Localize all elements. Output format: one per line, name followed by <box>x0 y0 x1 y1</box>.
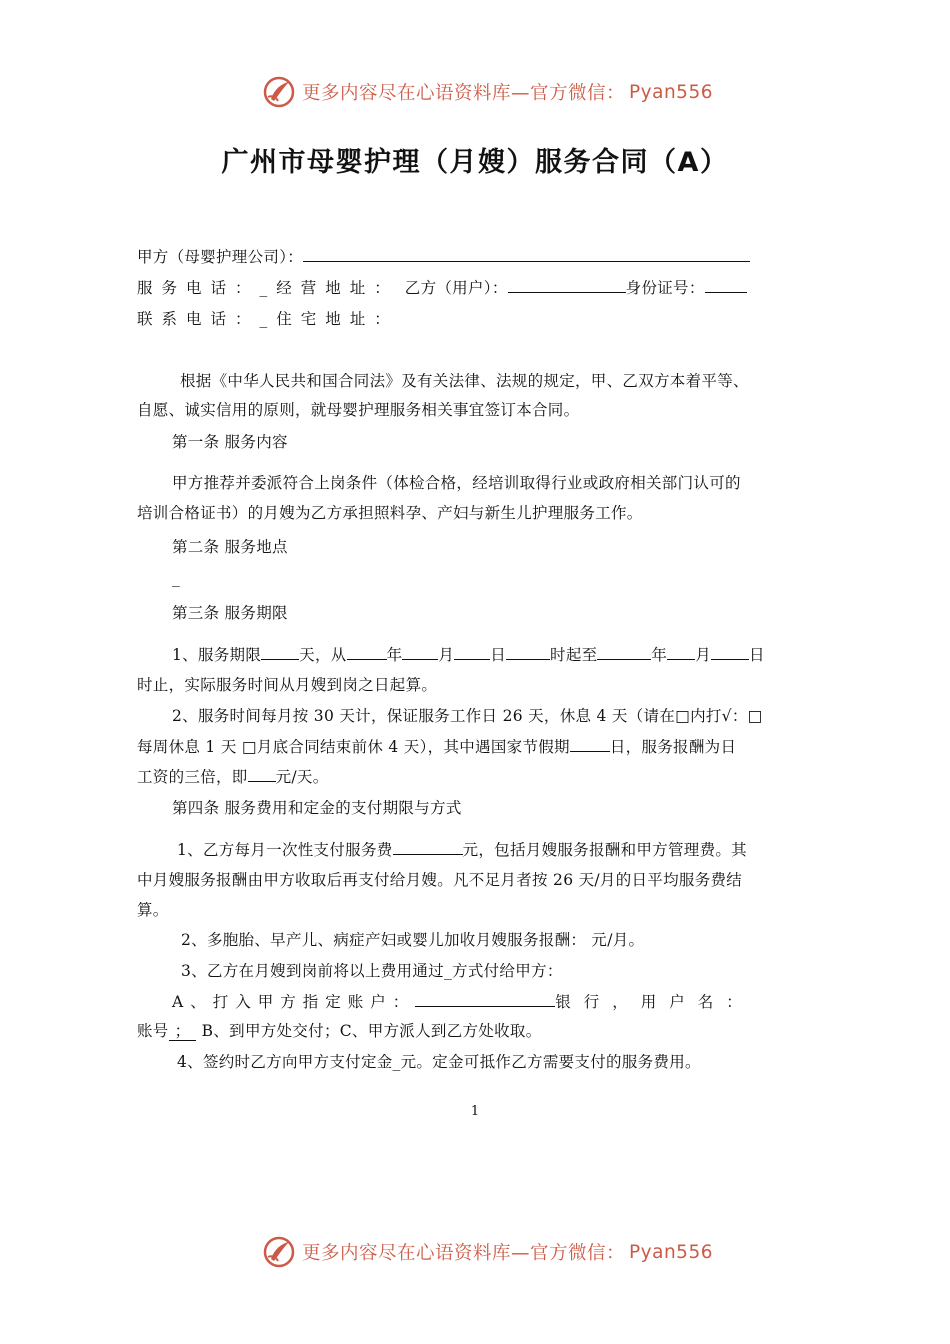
article-1-title: 第一条 服务内容 <box>172 433 288 451</box>
end-day-blank <box>711 645 749 660</box>
payment-options-text: B、到甲方处交付；C、甲方派人到乙方处收取。 <box>196 1022 542 1040</box>
party-b-blank <box>508 278 626 293</box>
term-label: 1、服务期限 <box>172 646 262 664</box>
monthly-fee-desc: 元，包括月嫂服务报酬和甲方管理费。其 <box>462 841 747 859</box>
payment-options-bc <box>137 1019 542 1041</box>
day-label-1: 日 <box>490 646 507 664</box>
start-day-blank <box>454 645 490 660</box>
article-3-item-2: 2、服务时间每月按 30 天计，保证服务工作日 26 天，休息 4 天（请在□内打√：□ <box>172 707 763 725</box>
intro-line-2: 自愿、诚实信用的原则，就母婴护理服务相关事宜签订本合同。 <box>137 401 580 419</box>
service-phone-label: 服务电话：_ <box>137 279 277 297</box>
bank-transfer-label: A、打入甲方指定账户： <box>172 993 416 1011</box>
payment-option-a <box>172 990 755 1012</box>
contact-line <box>137 307 399 329</box>
party-a-blank <box>303 247 750 262</box>
article-1-line-2: 培训合格证书）的月嫂为乙方承担照料孕、产妇与新生儿护理服务工作。 <box>137 504 643 522</box>
intro-line-1: 根据《中华人民共和国合同法》及有关法律、法规的规定，甲、乙双方本着平等、 <box>180 372 749 390</box>
watermark-text: 更多内容尽在心语资料库—官方微信： <box>302 1243 626 1264</box>
article-3-item-2-cont <box>137 735 736 757</box>
article-3-item-2-cont-2 <box>137 765 329 787</box>
watermark-id: Pyan556 <box>629 81 713 103</box>
daily-rate-unit: 元/天。 <box>275 768 329 786</box>
article-4-item-2: 2、多胞胎、早产儿、病症产妇或婴儿加收月嫂服务报酬： 元/月。 <box>181 931 645 949</box>
article-3-title: 第三条 服务期限 <box>172 604 288 622</box>
article-1-line-1: 甲方推荐并委派符合上岗条件（体检合格，经培训取得行业或政府相关部门认可的 <box>172 474 741 492</box>
start-hour-blank <box>506 645 550 660</box>
month-label-2: 月 <box>695 646 712 664</box>
year-label-1: 年 <box>386 646 403 664</box>
watermark-bottom <box>262 1235 713 1269</box>
id-number-label: 身份证号： <box>625 279 705 297</box>
article-4-item-3: 3、乙方在月嫂到岗前将以上费用通过_方式付给甲方： <box>181 962 563 980</box>
watermark-id: Pyan556 <box>629 1241 713 1263</box>
term-until: 时起至 <box>550 646 598 664</box>
days-blank <box>261 645 299 660</box>
bank-name-blank <box>415 992 555 1007</box>
article-3-item-1-cont: 时止，实际服务时间从月嫂到岗之日起算。 <box>137 676 438 694</box>
brand-logo-icon <box>262 1235 296 1269</box>
page-number: 1 <box>470 1104 480 1119</box>
article-3-item-1 <box>172 643 765 665</box>
business-address-label: 经营地址： <box>276 279 399 297</box>
start-year-blank <box>347 645 387 660</box>
end-year-blank <box>597 645 651 660</box>
account-number-label: 账号 <box>137 1022 169 1040</box>
start-month-blank <box>402 645 438 660</box>
article-4-item-4: 4、签约时乙方向甲方支付定金_元。定金可抵作乙方需要支付的服务费用。 <box>177 1053 701 1071</box>
triple-pay-text: 工资的三倍，即 <box>137 768 248 786</box>
phone-line <box>137 276 747 298</box>
watermark-top <box>262 75 713 109</box>
party-a-label: 甲方（母婴护理公司）： <box>137 248 304 266</box>
account-name-label: 银行，用户名： <box>555 993 755 1011</box>
monthly-fee-blank <box>393 840 463 855</box>
day-label-2: 日 <box>749 646 765 664</box>
article-4-item-1-cont-2: 算。 <box>137 901 169 919</box>
home-address-label: 住宅地址： <box>276 310 399 328</box>
service-location-blank: _ <box>172 569 181 587</box>
article-4-title: 第四条 服务费用和定金的支付期限与方式 <box>172 799 462 817</box>
brand-logo-icon <box>262 75 296 109</box>
term-from: 天，从 <box>299 646 347 664</box>
watermark-text: 更多内容尽在心语资料库—官方微信： <box>302 83 626 104</box>
article-4-item-1-cont: 中月嫂服务报酬由甲方收取后再支付给月嫂。凡不足月者按 26 天/月的日平均服务费结 <box>137 871 743 889</box>
account-number-blank: ； <box>169 1022 197 1041</box>
document-title: 广州市母婴护理（月嫂）服务合同（A） <box>221 147 729 178</box>
holiday-pay-text: 日，服务报酬为日 <box>609 738 737 756</box>
end-month-blank <box>667 645 695 660</box>
party-b-label: 乙方（用户）： <box>404 279 508 297</box>
party-a-line <box>137 245 750 267</box>
article-4-item-1 <box>177 838 747 860</box>
id-number-blank <box>705 278 747 293</box>
contact-phone-label: 联系电话：_ <box>137 310 277 328</box>
rest-options: 每周休息 1 天 □月底合同结束前休 4 天），其中遇国家节假期 <box>137 738 570 756</box>
monthly-fee-label: 1、乙方每月一次性支付服务费 <box>177 841 393 859</box>
month-label-1: 月 <box>438 646 455 664</box>
holiday-days-blank <box>570 737 610 752</box>
daily-rate-blank <box>248 767 276 782</box>
article-2-title: 第二条 服务地点 <box>172 538 288 556</box>
year-label-2: 年 <box>651 646 668 664</box>
